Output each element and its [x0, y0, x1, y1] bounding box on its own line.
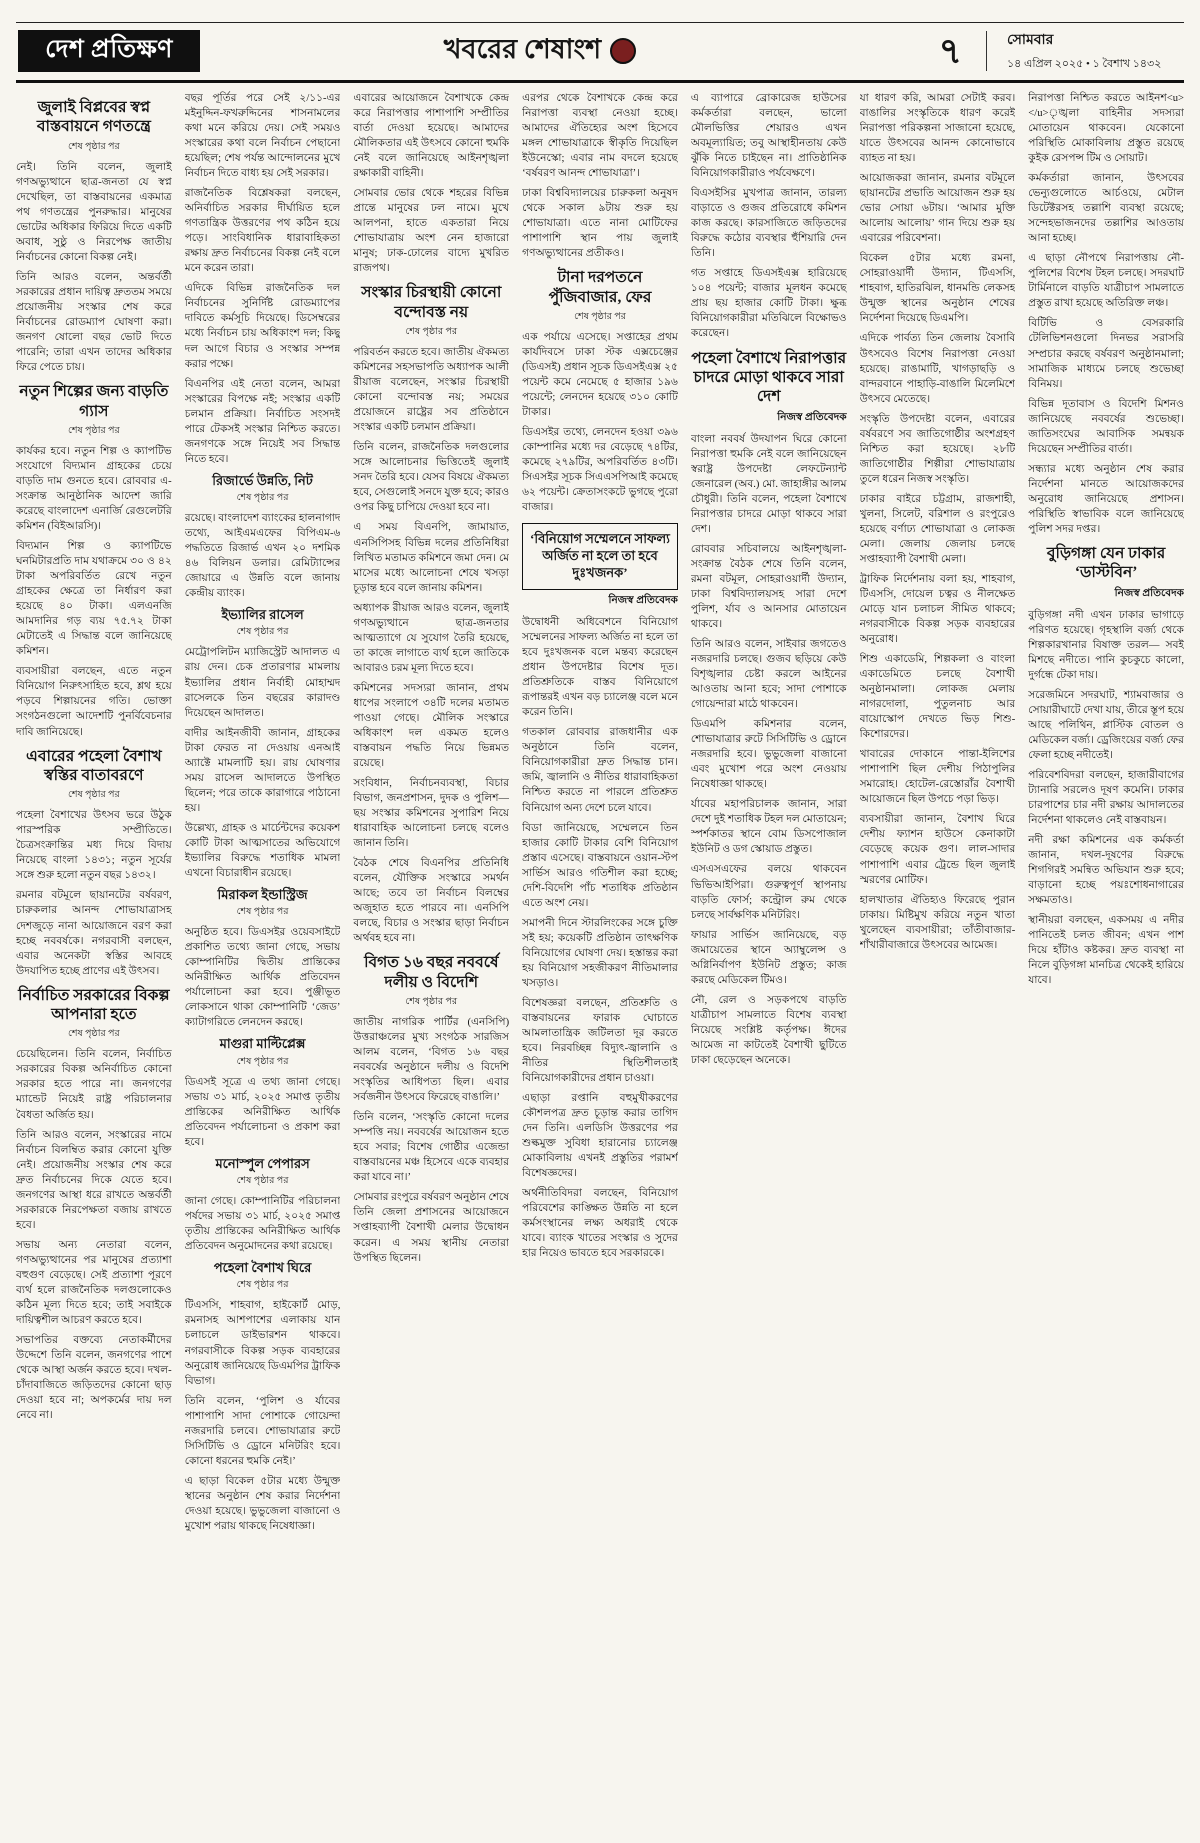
- article-paragraph: সংস্কৃতি উপদেষ্টা বলেন, এবারের বর্ষবরণে সব জাতিগোষ্ঠীর অংশগ্রহণ নিশ্চিত করা হয়েছে। ২৮টি জাতিগোষ্ঠীর শিল্পীরা শোভাযাত্রায় তুলে ধরেন নিজস্ব সংস্কৃতি।: [859, 413, 1016, 485]
- date-line: ১৪ এপ্রিল ২০২৫ • ১ বৈশাখ ১৪৩২: [1007, 58, 1162, 70]
- news-column-1: [16, 91, 172, 1831]
- continued-from-label: শেষ পৃষ্ঠার পর: [236, 1056, 289, 1067]
- article-paragraph: সরেজমিনে সদরঘাট, শ্যামবাজার ও সোয়ারীঘাটে দেখা যায়, তীরে স্তূপ হয়ে আছে পলিথিন, প্লাস্টিক বোতল ও মেডিকেল বর্জ্য। ড্রেজিংয়ের বর্জ্য ফের ফেলা হচ্ছে নদীতেই।: [1028, 689, 1184, 761]
- continued-from-label: শেষ পৃষ্ঠার পর: [67, 141, 120, 152]
- byline: নিজস্ব প্রতিবেদক: [777, 411, 847, 423]
- article-paragraph: তিনি বলেন, ‘সংস্কৃতি কোনো দলের সম্পত্তি নয়। নববর্ষের আয়োজন হতে হবে সবার; বিশেষ গোষ্ঠীর এজেন্ডা বাস্তবায়নের মঞ্চ হিসেবে একে ব্যবহার করা যাবে না।’: [353, 1112, 510, 1184]
- article-headline-small: মাগুরা মাল্টিপ্লেক্স: [219, 1036, 306, 1052]
- article-paragraph: রোববার সচিবালয়ে আইনশৃঙ্খলা-সংক্রান্ত বৈঠক শেষে তিনি বলেন, রমনা বটমূল, সোহরাওয়ার্দী উদ্যান, ঢাকা বিশ্ববিদ্যালয়সহ সারা দেশে পুলিশ, র্যাব ও আনসার মোতায়েন থাকবে।: [690, 543, 847, 630]
- article-paragraph: তিনি বলেন, রাজনৈতিক দলগুলোর সঙ্গে আলোচনার ভিত্তিতেই জুলাই সনদ তৈরি হবে। যেসব বিষয়ে ঐকমত্য হবে, সেগুলোই সনদে যুক্ত হবে; কারও ওপর কিছু চাপিয়ে দেওয়া হবে না।: [353, 442, 510, 514]
- byline: নিজস্ব প্রতিবেদক: [1114, 587, 1184, 599]
- article-paragraph: এ ব্যাপারে ব্রোকারেজ হাউসের কর্মকর্তারা বলছেন, ভালো মৌলভিত্তির শেয়ারও এখন অবমূল্যায়িত; তবু আস্থাহীনতায় কেউ ঝুঁকি নিতে চাইছেন না। প্রাতিষ্ঠানিক বিনিয়োগকারীরাও পর্যবেক্ষণে।: [690, 93, 847, 180]
- article-paragraph: ব্যবসায়ীরা বলছেন, এতে নতুন বিনিয়োগ নিরুৎসাহিত হবে, শ্লথ হয়ে পড়বে শিল্পায়নের গতি। ভোক্তা সংগঠনগুলো আদেশটি পুনর্বিবেচনার দাবি জানিয়েছে।: [16, 666, 172, 738]
- article-headline: টানা দরপতনে পুঁজিবাজার, ফের: [548, 269, 652, 306]
- article-paragraph: বিএনপির এই নেতা বলেন, আমরা সংস্কারের বিপক্ষে নই; সংস্কার একটি চলমান প্রক্রিয়া। নির্বাচিত সংসদই পারে টেকসই সংস্কার নিশ্চিত করতে। জনগণকে সঙ্গে নিয়েই সব সিদ্ধান্ত নিতে হবে।: [184, 378, 341, 465]
- article-paragraph: ট্রাফিক নির্দেশনায় বলা হয়, শাহবাগ, টিএসসি, দোয়েল চত্বর ও নীলক্ষেত মোড়ে যান চলাচল সীমিত থাকবে; নগরবাসীকে বিকল্প সড়ক ব্যবহারের অনুরোধ।: [859, 573, 1016, 646]
- article-paragraph: অধ্যাপক রীয়াজ আরও বলেন, জুলাই গণঅভ্যুত্থানে ছাত্র-জনতার আত্মত্যাগে যে সুযোগ তৈরি হয়েছে, তা কাজে লাগাতে ব্যর্থ হলে জাতিকে আবারও চরম মূল্য দিতে হবে।: [353, 602, 510, 674]
- article-paragraph: জানা গেছে। কোম্পানিটির পরিচালনা পর্ষদের সভায় ৩১ মার্চ, ২০২৫ সমাপ্ত তৃতীয় প্রান্তিকের অনিরীক্ষিত আর্থিক প্রতিবেদন অনুমোদনের কথা রয়েছে।: [184, 1196, 341, 1253]
- article-paragraph: পহেলা বৈশাখের উৎসব ভরে উঠুক পারস্পরিক সম্প্রীতিতে। চৈত্রসংক্রান্তির মধ্য দিয়ে বিদায় নিয়েছে বাংলা ১৪৩১; নতুন সূর্যের সঙ্গে শুরু হলো নতুন বছর ১৪৩২।: [16, 810, 172, 882]
- newspaper-emblem-icon: [610, 38, 636, 64]
- article-paragraph: এ ছাড়া নৌপথে নিরাপত্তায় নৌ-পুলিশের বিশেষ টহল চলছে। সদরঘাট টার্মিনালে বাড়তি যাত্রীচাপ সামলাতে প্রস্তুত রাখা হয়েছে অতিরিক্ত লঞ্চ।: [1028, 253, 1184, 310]
- article-paragraph: চেয়েছিলেন। তিনি বলেন, নির্বাচিত সরকারের বিকল্প অনির্বাচিত কোনো সরকার হতে পারে না। জনগণের ম্যান্ডেট নিয়েই রাষ্ট্র পরিচালনার বৈধতা অর্জিত হয়।: [16, 1049, 172, 1121]
- article-headline: বুড়িগঙ্গা যেন ঢাকার ‘ডাস্টবিন’: [1046, 544, 1166, 582]
- article-paragraph: নদী রক্ষা কমিশনের এক কর্মকর্তা জানান, দখল-দূষণের বিরুদ্ধে শিগগিরই সমন্বিত অভিযান শুরু হবে; বাড়ানো হচ্ছে পয়ঃশোধনাগারের সক্ষমতাও।: [1028, 835, 1184, 907]
- article-headline: পহেলা বৈশাখে নিরাপত্তার চাদরে মোড়া থাকবে সারা দেশ: [691, 349, 847, 406]
- article-headline-small: মনোস্পুল পেপারস: [215, 1155, 310, 1171]
- article-paragraph: উল্লেখ্য, গ্রাহক ও মার্চেন্টদের কয়েকশ কোটি টাকা আত্মসাতের অভিযোগে ইভ্যালির বিরুদ্ধে শতাধিক মামলা এখনো বিচারাধীন রয়েছে।: [184, 822, 341, 879]
- article-headline-small: পহেলা বৈশাখ ঘিরে: [213, 1260, 312, 1276]
- article-headline: নির্বাচিত সরকারের বিকল্প আপনারা হতে: [18, 986, 170, 1023]
- article-paragraph: তিনি আরও বলেন, অন্তর্বর্তী সরকারের প্রধান দায়িত্ব দ্রুততম সময়ে প্রয়োজনীয় সংস্কার শেষ করে নির্বাচনের রোডম্যাপ ঘোষণা করা। জনগণ ষোলো বছর ভোট দিতে পারেনি; তারা এখন তাদের অধিকার ফিরে পেতে চায়।: [16, 271, 172, 374]
- article-headline: সংস্কার চিরস্থায়ী কোনো বন্দোবস্ত নয়: [361, 284, 502, 321]
- article-paragraph: ডিএমপি কমিশনার বলেন, শোভাযাত্রার রুটে সিসিটিভি ও ড্রোনে নজরদারি হবে। ভুভুজেলা বাজানো এবং মুখোশ পরে অংশ নেওয়ায় নিষেধাজ্ঞা থাকছে।: [690, 719, 847, 791]
- article-paragraph: তিনি আরও বলেন, সাইবার জগতেও নজরদারি চলছে। গুজব ছড়িয়ে কেউ বিশৃঙ্খলার চেষ্টা করলে আইনের আওতায় আনা হবে; সাদা পোশাকে গোয়েন্দারা মাঠে থাকবেন।: [690, 639, 847, 711]
- article-paragraph: কার্যকর হবে। নতুন শিল্প ও ক্যাপটিভ সংযোগে বিদ্যমান গ্রাহকের চেয়ে বাড়তি দাম গুনতে হবে। রোববার এ-সংক্রান্ত আনুষ্ঠানিক আদেশ জারি করেছে বাংলাদেশ এনার্জি রেগুলেটরি কমিশন (বিইআরসি)।: [16, 445, 172, 533]
- article-paragraph: ডিএসইর তথ্যে, লেনদেন হওয়া ৩৯৬ কোম্পানির মধ্যে দর বেড়েছে ৭৪টির, কমেছে ২৭৯টির, অপরিবর্তিত ৪৩টি। সিএসইর সূচক সিএএসপিআই কমেছে ৬২ পয়েন্ট। ক্রেতাসংকটে ভুগছে পুরো বাজার।: [522, 427, 678, 514]
- article-paragraph: ঢাকার বাইরে চট্টগ্রাম, রাজশাহী, খুলনা, সিলেট, বরিশাল ও রংপুরেও হয়েছে বর্ণাঢ্য শোভাযাত্রা ও লোকজ মেলা। জেলায় জেলায় চলছে সপ্তাহব্যাপী বৈশাখী মেলা।: [859, 493, 1016, 565]
- article-paragraph: বিএসইসির মুখপাত্র জানান, তারল্য বাড়াতে ও গুজব প্রতিরোধে কমিশন কাজ করছে। কারসাজিতে জড়িতদের বিরুদ্ধে কঠোর ব্যবস্থার হুঁশিয়ারি দেন তিনি।: [690, 188, 847, 260]
- section-title: খবরের শেষাংশ: [443, 33, 602, 64]
- article-paragraph: নেই। তিনি বলেন, জুলাই গণঅভ্যুত্থানে ছাত্র-জনতা যে স্বপ্ন দেখেছিল, তা বাস্তবায়নের একমাত্র পথ গণতন্ত্রের পুনরুদ্ধার। মানুষের ভোটের অধিকার ফিরিয়ে দিতে একটি অবাধ, সুষ্ঠু ও নিরপেক্ষ জাতীয় নির্বাচনের কোনো বিকল্প নেই।: [16, 161, 172, 263]
- article-paragraph: সন্ধ্যার মধ্যে অনুষ্ঠান শেষ করার নির্দেশনা মানতে আয়োজকদের অনুরোধ জানিয়েছে প্রশাসন। পরিস্থিতি স্বাভাবিক বলে জানিয়েছে পুলিশ সদর দপ্তর।: [1028, 463, 1184, 535]
- masthead-divider: [986, 31, 987, 71]
- article-paragraph: সোমবার ভোর থেকে শহরের বিভিন্ন প্রান্তে মানুষের ঢল নামে। মুখে আলপনা, হাতে একতারা নিয়ে শোভাযাত্রায় অংশ নেন হাজারো মানুষ; ঢাক-ঢোলের বাদ্যে মুখরিত রাজপথ।: [353, 188, 510, 275]
- section-title-wrap: [444, 29, 636, 74]
- article-headline-small: ইভ্যালির রাসেল: [221, 607, 304, 623]
- day-label: সোমবার: [1007, 33, 1054, 48]
- article-paragraph: এদিকে পার্বত্য তিন জেলায় বৈসাবি উৎসবেও বিশেষ নিরাপত্তা নেওয়া হয়েছে। রাঙামাটি, খাগড়াছড়ি ও বান্দরবানে পাহাড়ি-বাঙালি মিলেমিশে উৎসবে মেতেছে।: [859, 333, 1016, 405]
- article-paragraph: রাজনৈতিক বিশ্লেষকরা বলছেন, অনির্বাচিত সরকার দীর্ঘায়িত হলে গণতান্ত্রিক উত্তরণের পথ কঠিন হয়ে পড়ে। সাংবিধানিক ধারাবাহিকতা রক্ষায় দ্রুত নির্বাচনের বিকল্প নেই বলে মনে করেন তারা।: [184, 188, 341, 275]
- article-headline: বিগত ১৬ বছর নববর্ষে দলীয় ও বিদেশি: [364, 954, 499, 991]
- article-headline-small: রিজার্ভে উন্নতি, নিট: [212, 472, 313, 488]
- article-paragraph: স্থানীয়রা বলছেন, একসময় এ নদীর পানিতেই চলত জীবন; এখন পাশ দিয়ে হাঁটাও কষ্টকর। দ্রুত ব্যবস্থা না নিলে বুড়িগঙ্গা মানচিত্র থেকেই হারিয়ে যাবে।: [1028, 915, 1184, 987]
- article-paragraph: যা ধারণ করি, আমরা সেটাই করব। বাঙালির সংস্কৃতিকে ধারণ করেই নিরাপত্তা পরিকল্পনা সাজানো হয়েছে, যাতে উৎসবের আনন্দ কোনোভাবে ব্যাহত না হয়।: [859, 93, 1016, 165]
- article-paragraph: বাংলা নববর্ষ উদযাপন ঘিরে কোনো নিরাপত্তা হুমকি নেই বলে জানিয়েছেন স্বরাষ্ট্র উপদেষ্টা লেফটেন্যান্ট জেনারেল (অব.) মো. জাহাঙ্গীর আলম চৌধুরী। তিনি বলেন, পহেলা বৈশাখে নিরাপত্তার চাদরে মোড়া থাকবে সারা দেশ।: [690, 433, 847, 535]
- article-headline: এবারের পহেলা বৈশাখ স্বস্তির বাতাবরণে: [26, 747, 162, 784]
- article-paragraph: খাবারের দোকানে পান্তা-ইলিশের পাশাপাশি ছিল দেশীয় পিঠাপুলির সমারোহ। হোটেল-রেস্তোরাঁর বৈশাখী আয়োজনে ছিল উপচে পড়া ভিড়।: [859, 749, 1016, 806]
- news-column-2: [185, 91, 341, 1831]
- article-paragraph: এ ছাড়া বিকেল ৫টার মধ্যে উন্মুক্ত স্থানের অনুষ্ঠান শেষ করার নির্দেশনা দেওয়া হয়েছে। ভুভুজেলা বাজানো ও মুখোশ পরায় থাকছে নিষেধাজ্ঞা।: [184, 1475, 341, 1532]
- article-paragraph: গত সপ্তাহে ডিএসইএক্স হারিয়েছে ১০৪ পয়েন্ট; বাজার মূলধন কমেছে প্রায় ছয় হাজার কোটি টাকা। ক্ষুব্ধ বিনিয়োগকারীরা মতিঝিলে বিক্ষোভও করেছেন।: [690, 268, 847, 340]
- article-paragraph: সংবিধান, নির্বাচনব্যবস্থা, বিচার বিভাগ, জনপ্রশাসন, দুদক ও পুলিশ— ছয় সংস্কার কমিশনের সুপারিশ নিয়ে ধারাবাহিক আলোচনা চলছে বলেও জানান তিনি।: [353, 777, 510, 850]
- article-paragraph: এছাড়া রপ্তানি বহুমুখীকরণের কৌশলপত্র দ্রুত চূড়ান্ত করার তাগিদ দেন তিনি। এলডিসি উত্তরণের পর শুল্কমুক্ত সুবিধা হারানোর চ্যালেঞ্জ মোকাবিলায় এখনই প্রস্তুতির পরামর্শ বিশেষজ্ঞদের।: [522, 1093, 678, 1180]
- article-paragraph: ব্যবসায়ীরা জানান, বৈশাখ ঘিরে দেশীয় ফ্যাশন হাউসে কেনাকাটা বেড়েছে কয়েক গুণ। লাল-সাদার পাশাপাশি এবার ট্রেন্ডে ছিল জুলাই স্মরণের মোটিফ।: [859, 814, 1016, 886]
- continued-from-label: শেষ পৃষ্ঠার পর: [236, 1280, 289, 1291]
- article-paragraph: কমিশনের সদস্যরা জানান, প্রথম ধাপের সংলাপে ৩৪টি দলের মতামত পাওয়া গেছে। মৌলিক সংস্কারে অধিকাংশ দল একমত হলেও বাস্তবায়ন পদ্ধতি নিয়ে ভিন্নমত রয়েছে।: [353, 682, 510, 769]
- article-paragraph: র্যাবের মহাপরিচালক জানান, সারা দেশে দুই শতাধিক টহল দল মোতায়েন; স্পর্শকাতর স্থানে বোম ডিসপোজাল ইউনিট ও ডগ স্কোয়াড প্রস্তুত।: [690, 799, 847, 856]
- article-paragraph: এরপর থেকে বৈশাখকে কেন্দ্র করে নিরাপত্তা ব্যবস্থা নেওয়া হচ্ছে। আমাদের ঐতিহ্যের অংশ হিসেবে মঙ্গল শোভাযাত্রাকে স্বীকৃতি দিয়েছিল ইউনেস্কো; এবার নাম বদলে হয়েছে ‘বর্ষবরণ আনন্দ শোভাযাত্রা’।: [522, 93, 678, 180]
- article-paragraph: ফায়ার সার্ভিস জানিয়েছে, বড় জমায়েতের স্থানে অ্যাম্বুলেন্স ও অগ্নিনির্বাপণ ইউনিট প্রস্তুত; কাজ করছে মেডিকেল টিমও।: [690, 929, 847, 986]
- article-paragraph: এসএসএফের বলয়ে থাকবেন ভিভিআইপিরা। গুরুত্বপূর্ণ স্থাপনায় বাড়তি ফোর্স; কন্ট্রোল রুম থেকে চলছে সার্বক্ষণিক মনিটরিং।: [690, 864, 847, 921]
- article-paragraph: নৌ, রেল ও সড়কপথে বাড়তি যাত্রীচাপ সামলাতে বিশেষ ব্যবস্থা নিয়েছে সংশ্লিষ্ট কর্তৃপক্ষ। ঈদের আমেজ না কাটতেই বৈশাখী ছুটিতে ঢাকা ছেড়েছেন অনেকে।: [690, 994, 847, 1066]
- article-paragraph: গতকাল রোববার রাজধানীর এক অনুষ্ঠানে তিনি বলেন, বিনিয়োগকারীরা দ্রুত সিদ্ধান্ত চান। জমি, জ্বালানি ও নীতির ধারাবাহিকতা নিশ্চিত করতে না পারলে প্রতিশ্রুত বিনিয়োগ অন্য দেশে চলে যাবে।: [522, 727, 678, 814]
- article-paragraph: সভাপতির বক্তব্যে নেতাকর্মীদের উদ্দেশে তিনি বলেন, জনগণের পাশে থেকে আস্থা অর্জন করতে হবে। দখল-চাঁদাবাজিতে জড়িতদের কোনো ছাড় দেওয়া হবে না; অপকর্মের দায় দল নেবে না।: [16, 1334, 172, 1422]
- continued-from-label: শেষ পৃষ্ঠার পর: [236, 493, 289, 503]
- article-paragraph: রয়েছে। বাংলাদেশ ব্যাংকের হালনাগাদ তথ্যে, আইএমএফের বিপিএম-৬ পদ্ধতিতে রিজার্ভ এখন ২০ দশমিক ৪৬ বিলিয়ন ডলার। রেমিট্যান্সের জোয়ারে এ উন্নতি বলে জানায় কেন্দ্রীয় ব্যাংক।: [184, 513, 341, 600]
- article-paragraph: আয়োজকরা জানান, রমনার বটমূলে ছায়ানটের প্রভাতি আয়োজন শুরু হয় ভোর সোয়া ৬টায়। ‘আমার মুক্তি আলোয় আলোয়’ গান দিয়ে শুরু হয় এবারের পরিবেশনা।: [859, 173, 1016, 245]
- article-paragraph: ডিএসই সূত্রে এ তথ্য জানা গেছে। সভায় ৩১ মার্চ, ২০২৫ সমাপ্ত তৃতীয় প্রান্তিকের অনিরীক্ষিত আর্থিক প্রতিবেদন পর্যালোচনা ও প্রকাশ করা হবে।: [184, 1076, 341, 1148]
- article-paragraph: বিশেষজ্ঞরা বলছেন, প্রতিশ্রুতি ও বাস্তবায়নের ফারাক ঘোচাতে আমলাতান্ত্রিক জটিলতা দূর করতে হবে। নিরবচ্ছিন্ন বিদ্যুৎ-জ্বালানি ও নীতির স্থিতিশীলতাই বিনিয়োগকারীদের প্রধান চাওয়া।: [522, 997, 678, 1085]
- continued-from-label: শেষ পৃষ্ঠার পর: [236, 907, 289, 918]
- continued-from-label: শেষ পৃষ্ঠার পর: [574, 312, 626, 323]
- article-paragraph: অর্থনীতিবিদরা বলছেন, বিনিয়োগ পরিবেশের কাঙ্ক্ষিত উন্নতি না হলে কর্মসংস্থানের লক্ষ্য অধরাই থেকে যাবে। ব্যাংক খাতের সংস্কার ও সুদের হার নিয়েও ভাবতে হবে সরকারকে।: [522, 1188, 678, 1260]
- boxed-quote-headline: ‘বিনিয়োগ সম্মেলনে সাফল্য অর্জিত না হলে তা হবে দুঃখজনক’: [522, 523, 678, 590]
- article-paragraph: তিনি আরও বলেন, সংস্কারের নামে নির্বাচন বিলম্বিত করার কোনো যুক্তি নেই। প্রয়োজনীয় সংস্কার শেষ করে দ্রুত নির্বাচনের দিকে যেতে হবে। জনগণের আস্থা ধরে রাখতে অন্তর্বর্তী সরকারকে নিরপেক্ষতা বজায় রাখতে হবে।: [16, 1129, 172, 1231]
- article-paragraph: সমাপনী দিনে স্টারলিংকের সঙ্গে চুক্তি সই হয়; কয়েকটি প্রতিষ্ঠান তাৎক্ষণিক বিনিয়োগের ঘোষণা দেয়। হস্তান্তর করা হয় বিনিয়োগ সহজীকরণ নীতিমালার খসড়াও।: [522, 917, 678, 989]
- article-headline: জুলাই বিপ্লবের স্বপ্ন বাস্তবায়নে গণতন্ত্রে: [36, 99, 151, 136]
- article-paragraph: এদিকে বিভিন্ন রাজনৈতিক দল নির্বাচনের সুনির্দিষ্ট রোডম্যাপের দাবিতে কর্মসূচি দিয়েছে। ডিসেম্বরের মধ্যে নির্বাচন চায় অধিকাংশ দল; কিছু দল আগে বিচার ও সংস্কার সম্পন্ন করার পক্ষে।: [184, 283, 341, 370]
- article-paragraph: বিটিভি ও বেসরকারি টেলিভিশনগুলো দিনভর সরাসরি সম্প্রচার করছে বর্ষবরণ অনুষ্ঠানমালা; সামাজিক মাধ্যমে চলছে শুভেচ্ছা বিনিময়।: [1028, 318, 1184, 390]
- article-paragraph: ঢাকা বিশ্ববিদ্যালয়ের চারুকলা অনুষদ থেকে সকাল ৯টায় শুরু হয় শোভাযাত্রা। এতে নানা মোটিফের পাশাপাশি স্থান পায় জুলাই গণঅভ্যুত্থানের প্রতীকও।: [522, 188, 678, 260]
- news-column-5: [691, 91, 847, 1831]
- article-paragraph: বিদ্যমান শিল্প ও ক্যাপটিভে ঘনমিটারপ্রতি দাম যথাক্রমে ৩০ ও ৪২ টাকা অপরিবর্তিত রেখে নতুন গ্রাহকের ক্ষেত্রে তা নির্ধারণ করা হয়েছে ৪০ টাকা। এলএনজি আমদানির গড় ব্যয় ৭৫.৭২ টাকা মেটাতেই এ সিদ্ধান্ত বলে জানিয়েছে কমিশন।: [16, 541, 172, 658]
- article-paragraph: বিভিন্ন দূতাবাস ও বিদেশি মিশনও জানিয়েছে নববর্ষের শুভেচ্ছা। জাতিসংঘের আবাসিক সমন্বয়ক দিয়েছেন সম্প্রীতির বার্তা।: [1028, 398, 1184, 455]
- continued-from-label: শেষ পৃষ্ঠার পর: [405, 997, 458, 1008]
- article-paragraph: মেট্রোপলিটন ম্যাজিস্ট্রেট আদালত এ রায় দেন। চেক প্রতারণার মামলায় ইভ্যালির প্রধান নির্বাহী মোহাম্মদ রাসেলকে তিন বছরের কারাদণ্ড দিয়েছেন আদালত।: [184, 647, 341, 719]
- masthead: [16, 22, 1184, 83]
- article-paragraph: নিরাপত্তা নিশ্চিত করতে আইনশ<u></u>ৃঙ্খলা বাহিনীর সদস্যরা মোতায়েন থাকবেন। যেকোনো পরিস্থিতি মোকাবিলায় প্রস্তুত রয়েছে কুইক রেসপন্স টিম ও সোয়াট।: [1028, 93, 1184, 165]
- article-paragraph: বছর পূর্তির পরে সেই ২/১১-এর মইনুদ্দিন-ফখরুদ্দিনের শাসনামলের কথা মনে করিয়ে দেয়। সেই সময়ও সংস্কারের কথা বলে নির্বাচন পেছানো হয়েছিল; শেষ পর্যন্ত আন্দোলনের মুখে নির্বাচন দিতে বাধ্য হয় সেই সরকার।: [184, 93, 341, 180]
- article-paragraph: রমনার বটমূলে ছায়ানটের বর্ষবরণ, চারুকলার আনন্দ শোভাযাত্রাসহ দেশজুড়ে নানা আয়োজনে বরণ করা হচ্ছে নববর্ষকে। নগরবাসী বলছেন, এবার অনেকটা স্বস্তির আবহে উদযাপিত হচ্ছে প্রাণের এই উৎসব।: [16, 890, 172, 977]
- article-paragraph: বিডা জানিয়েছে, সম্মেলনে তিন হাজার কোটি টাকার বেশি বিনিয়োগ প্রস্তাব এসেছে। বাস্তবায়নে ওয়ান-স্টপ সার্ভিস আরও গতিশীল করা হচ্ছে; দেশি-বিদেশি পাঁচ শতাধিক প্রতিষ্ঠান এতে অংশ নেয়।: [522, 822, 678, 909]
- date-block: [997, 28, 1182, 74]
- article-paragraph: কর্মকর্তারা জানান, উৎসবের ভেন্যুগুলোতে আর্চওয়ে, মেটাল ডিটেক্টরসহ তল্লাশি ব্যবস্থা রয়েছে; সন্দেহভাজনদের তল্লাশির আওতায় আনা হচ্ছে।: [1028, 173, 1184, 245]
- continued-from-label: শেষ পৃষ্ঠার পর: [236, 1176, 289, 1187]
- continued-from-label: শেষ পৃষ্ঠার পর: [67, 790, 120, 801]
- article-paragraph: উদ্বোধনী অধিবেশনে বিনিয়োগ সম্মেলনের সাফল্য অর্জিত না হলে তা হবে দুঃখজনক বলে মন্তব্য করেছেন প্রধান উপদেষ্টার বিশেষ দূত। প্রতিশ্রুতিকে বাস্তব বিনিয়োগে রূপান্তরই এখন বড় চ্যালেঞ্জ বলে মনে করেন তিনি।: [522, 617, 678, 719]
- news-column-4: [522, 91, 678, 1831]
- article-headline: নতুন শিল্পের জন্য বাড়তি গ্যাস: [19, 383, 169, 420]
- continued-from-label: শেষ পৃষ্ঠার পর: [67, 1029, 120, 1040]
- newspaper-nameplate: [18, 30, 200, 72]
- nameplate-text: দেশ প্রতিক্ষণ: [45, 35, 173, 63]
- article-paragraph: বৈঠক শেষে বিএনপির প্রতিনিধি বলেন, যৌক্তিক সংস্কারে সমর্থন আছে; তবে তা নির্বাচন বিলম্বের অজুহাত হতে পারবে না। এনসিপি বলছে, বিচার ও সংস্কার ছাড়া নির্বাচন অর্থবহ হবে না।: [353, 858, 510, 945]
- article-paragraph: বুড়িগঙ্গা নদী এখন ঢাকার ভাগাড়ে পরিণত হয়েছে। গৃহস্থালি বর্জ্য থেকে শিল্পকারখানার বিষাক্ত তরল— সবই মিশছে নদীতে। পানি কুচকুচে কালো, দুর্গন্ধে টেকা দায়।: [1028, 609, 1184, 681]
- article-paragraph: এ সময় বিএনপি, জামায়াত, এনসিপিসহ বিভিন্ন দলের প্রতিনিধিরা লিখিত মতামত কমিশনে জমা দেন। মে মাসের মধ্যে আলোচনা শেষে খসড়া চূড়ান্ত হবে বলে জানায় কমিশন।: [353, 522, 510, 594]
- article-paragraph: সভায় অন্য নেতারা বলেন, গণঅভ্যুত্থানের পর মানুষের প্রত্যাশা বহুগুণ বেড়েছে। সেই প্রত্যাশা পূরণে ব্যর্থ হলে রাজনৈতিক দলগুলোকেও কঠিন মূল্য দিতে হবে; তাই সবাইকে দায়িত্বশীল আচরণ করতে হবে।: [16, 1239, 172, 1326]
- article-paragraph: শিশু একাডেমি, শিল্পকলা ও বাংলা একাডেমিতে চলছে বৈশাখী অনুষ্ঠানমালা। লোকজ মেলায় নাগরদোলা, পুতুলনাচ আর বায়োস্কোপ দেখতে ভিড় শিশু-কিশোরদের।: [859, 654, 1016, 741]
- news-column-7: [1028, 91, 1184, 1831]
- article-paragraph: জাতীয় নাগরিক পার্টির (এনসিপি) উত্তরাঞ্চলের মুখ্য সংগঠক সারজিস আলম বলেন, ‘বিগত ১৬ বছর নববর্ষের অনুষ্ঠানে দলীয় ও বিদেশি সংস্কৃতির আধিপত্য ছিল। এবার সর্বজনীন উৎসবে ফিরেছে বাঙালি।’: [353, 1017, 510, 1104]
- continued-from-label: শেষ পৃষ্ঠার পর: [67, 425, 120, 436]
- article-paragraph: এবারের আয়োজনে বৈশাখকে কেন্দ্র করে নিরাপত্তার পাশাপাশি সম্প্রীতির বার্তা দেওয়া হয়েছে। আমাদের মৌলিকতার এই উৎসবে কোনো হুমকি নেই বলে জানিয়েছে আইনশৃঙ্খলা রক্ষাকারী বাহিনী।: [353, 93, 510, 180]
- article-headline-small: মিরাকল ইন্ডাস্ট্রিজ: [217, 886, 308, 902]
- article-paragraph: পরিবেশবিদরা বলছেন, হাজারীবাগের ট্যানারি সরলেও দূষণ কমেনি। ঢাকার চারপাশের চার নদী রক্ষায় আদালতের নির্দেশনা থাকলেও নেই বাস্তবায়ন।: [1028, 769, 1184, 827]
- byline: নিজস্ব প্রতিবেদক: [608, 595, 678, 607]
- page-number: ৭: [938, 31, 962, 71]
- article-paragraph: অনুষ্ঠিত হবে। ডিএসইর ওয়েবসাইটে প্রকাশিত তথ্যে জানা গেছে, সভায় কোম্পানিটির দ্বিতীয় প্রান্তিকের অনিরীক্ষিত আর্থিক প্রতিবেদন পর্যালোচনা করা হবে। পুঞ্জীভূত লোকসানে থাকা কোম্পানিটি ‘জেড’ ক্যাটাগরিতে লেনদেন করছে।: [184, 927, 341, 1029]
- news-column-3: [353, 91, 509, 1831]
- article-paragraph: বিকেল ৫টার মধ্যে রমনা, সোহরাওয়ার্দী উদ্যান, টিএসসি, শাহবাগ, হাতিরঝিল, ধানমন্ডি লেকসহ উন্মুক্ত স্থানের অনুষ্ঠান শেষের নির্দেশনা দিয়েছে ডিএমপি।: [859, 253, 1016, 325]
- article-paragraph: পরিবর্তন করতে হবে। জাতীয় ঐকমত্য কমিশনের সহসভাপতি অধ্যাপক আলী রীয়াজ বলেছেন, সংস্কার চিরস্থায়ী কোনো বন্দোবস্ত নয়; সময়ের প্রয়োজনে রাষ্ট্রের সব প্রতিষ্ঠানে সংস্কার একটি চলমান প্রক্রিয়া।: [353, 347, 510, 434]
- article-paragraph: টিএসসি, শাহবাগ, হাইকোর্ট মোড়, রমনাসহ আশপাশের এলাকায় যান চলাচলে ডাইভারশন থাকবে। নগরবাসীকে বিকল্প সড়ক ব্যবহারের অনুরোধ জানিয়েছে ডিএমপির ট্রাফিক বিভাগ।: [184, 1300, 341, 1387]
- article-paragraph: হালখাতার ঐতিহ্যও ফিরেছে পুরান ঢাকায়। মিষ্টিমুখ করিয়ে নতুন খাতা খুলেছেন ব্যবসায়ীরা; তাঁতীবাজার-শাঁখারীবাজারে উৎসবের আমেজ।: [859, 894, 1016, 951]
- article-paragraph: এক পর্যায়ে এসেছে। সপ্তাহের প্রথম কার্যদিবসে ঢাকা স্টক এক্সচেঞ্জের (ডিএসই) প্রধান সূচক ডিএসইএক্স ২৫ পয়েন্ট কমে নেমেছে ৫ হাজার ১৯৬ পয়েন্টে; লেনদেন হয়েছে ৩১০ কোটি টাকার।: [522, 332, 678, 419]
- continued-from-label: শেষ পৃষ্ঠার পর: [236, 627, 289, 638]
- continued-from-label: শেষ পৃষ্ঠার পর: [405, 327, 458, 338]
- news-column-6: [860, 91, 1016, 1831]
- article-paragraph: বাদীর আইনজীবী জানান, গ্রাহকের টাকা ফেরত না দেওয়ায় এনআই অ্যাক্টে মামলাটি হয়। রায় ঘোষণার সময় রাসেল আদালতে উপস্থিত ছিলেন; পরে তাকে কারাগারে পাঠানো হয়।: [184, 727, 341, 814]
- article-paragraph: সোমবার রংপুরে বর্ষবরণ অনুষ্ঠান শেষে তিনি জেলা প্রশাসনের আয়োজনে সপ্তাহব্যাপী বৈশাখী মেলার উদ্বোধন করেন। এ সময় স্থানীয় নেতারা উপস্থিত ছিলেন।: [353, 1192, 510, 1264]
- news-columns: [16, 83, 1184, 1831]
- article-paragraph: তিনি বলেন, ‘পুলিশ ও র্যাবের পাশাপাশি সাদা পোশাকে গোয়েন্দা নজরদারি চলবে। শোভাযাত্রার রুটে সিসিটিভি ও ড্রোনে মনিটরিং হবে। কোনো ধরনের হুমকি নেই।’: [184, 1395, 341, 1467]
